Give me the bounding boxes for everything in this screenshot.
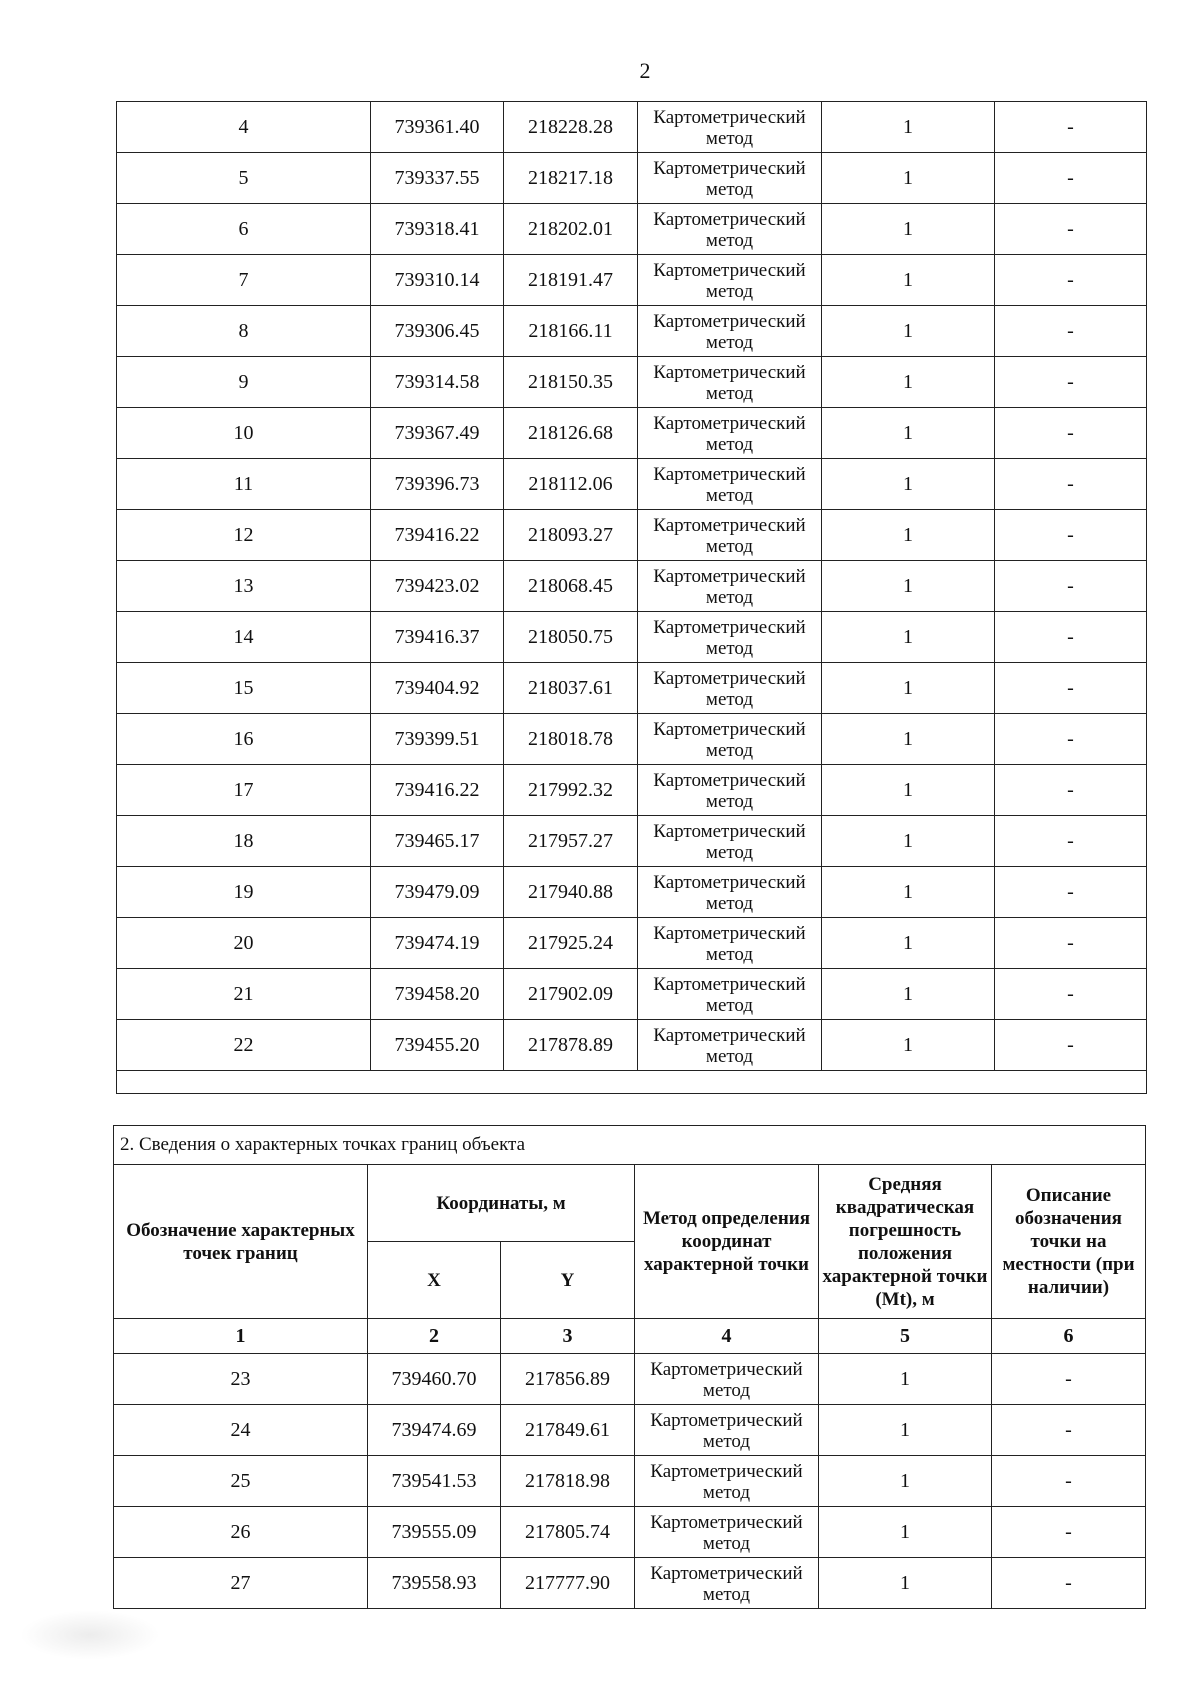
cell-point: 12 bbox=[117, 510, 371, 561]
cell-method: Картометрический метод bbox=[635, 1507, 819, 1558]
cell-x: 739474.19 bbox=[371, 918, 504, 969]
header-coords: Координаты, м bbox=[368, 1165, 635, 1242]
cell-mt: 1 bbox=[819, 1405, 992, 1456]
cell-x: 739455.20 bbox=[371, 1020, 504, 1071]
cell-description: - bbox=[995, 816, 1147, 867]
cell-y: 217849.61 bbox=[501, 1405, 635, 1456]
cell-description: - bbox=[992, 1405, 1146, 1456]
cell-description: - bbox=[995, 408, 1147, 459]
cell-method: Картометрический метод bbox=[638, 1020, 822, 1071]
cell-mt: 1 bbox=[822, 765, 995, 816]
table-row bbox=[117, 153, 1147, 204]
cell-point: 26 bbox=[114, 1507, 368, 1558]
cell-y: 218228.28 bbox=[504, 102, 638, 153]
table-row bbox=[117, 714, 1147, 765]
table-row bbox=[114, 1456, 1146, 1507]
boundary-points-table bbox=[113, 1125, 1146, 1609]
cell-x: 739541.53 bbox=[368, 1456, 501, 1507]
cell-y: 217777.90 bbox=[501, 1558, 635, 1609]
cell-mt: 1 bbox=[822, 612, 995, 663]
cell-y: 218093.27 bbox=[504, 510, 638, 561]
cell-mt: 1 bbox=[819, 1558, 992, 1609]
table-row bbox=[117, 612, 1147, 663]
cell-y: 218202.01 bbox=[504, 204, 638, 255]
cell-mt: 1 bbox=[822, 969, 995, 1020]
cell-method: Картометрический метод bbox=[635, 1456, 819, 1507]
header-method: Метод определения координат характерной точки bbox=[635, 1165, 819, 1319]
cell-mt: 1 bbox=[822, 816, 995, 867]
cell-description: - bbox=[995, 102, 1147, 153]
page-number: 2 bbox=[639, 58, 651, 83]
cell-description: - bbox=[995, 969, 1147, 1020]
cell-x: 739404.92 bbox=[371, 663, 504, 714]
cell-y: 217940.88 bbox=[504, 867, 638, 918]
header-mt: Средняя квадратическая погрешность положения характерной точки (Mt), м bbox=[819, 1165, 992, 1319]
cell-mt: 1 bbox=[822, 1020, 995, 1071]
cell-description: - bbox=[995, 357, 1147, 408]
cell-mt: 1 bbox=[822, 510, 995, 561]
cell-method: Картометрический метод bbox=[635, 1354, 819, 1405]
cell-point: 10 bbox=[117, 408, 371, 459]
cell-mt: 1 bbox=[819, 1354, 992, 1405]
column-number: 1 bbox=[114, 1319, 368, 1354]
table-row bbox=[117, 1020, 1147, 1071]
cell-method: Картометрический метод bbox=[638, 255, 822, 306]
cell-y: 217805.74 bbox=[501, 1507, 635, 1558]
cell-x: 739314.58 bbox=[371, 357, 504, 408]
cell-description: - bbox=[992, 1507, 1146, 1558]
cell-mt: 1 bbox=[822, 714, 995, 765]
cell-method: Картометрический метод bbox=[638, 357, 822, 408]
table-row bbox=[117, 357, 1147, 408]
cell-description: - bbox=[995, 510, 1147, 561]
table-row bbox=[117, 918, 1147, 969]
table-row bbox=[117, 765, 1147, 816]
table-row bbox=[117, 969, 1147, 1020]
cell-description: - bbox=[992, 1354, 1146, 1405]
cell-description: - bbox=[995, 561, 1147, 612]
table-body bbox=[114, 1126, 1146, 1609]
table-row bbox=[117, 204, 1147, 255]
cell-method: Картометрический метод bbox=[638, 153, 822, 204]
column-numbers-row bbox=[114, 1319, 1146, 1354]
table-row bbox=[117, 510, 1147, 561]
cell-x: 739479.09 bbox=[371, 867, 504, 918]
cell-mt: 1 bbox=[819, 1456, 992, 1507]
cell-mt: 1 bbox=[822, 102, 995, 153]
cell-method: Картометрический метод bbox=[638, 918, 822, 969]
cell-x: 739399.51 bbox=[371, 714, 504, 765]
table-row bbox=[114, 1405, 1146, 1456]
cell-mt: 1 bbox=[822, 867, 995, 918]
cell-point: 16 bbox=[117, 714, 371, 765]
cell-description: - bbox=[995, 153, 1147, 204]
cell-x: 739306.45 bbox=[371, 306, 504, 357]
cell-mt: 1 bbox=[822, 561, 995, 612]
cell-method: Картометрический метод bbox=[635, 1558, 819, 1609]
cell-y: 217878.89 bbox=[504, 1020, 638, 1071]
cell-y: 217856.89 bbox=[501, 1354, 635, 1405]
cell-x: 739416.22 bbox=[371, 510, 504, 561]
cell-mt: 1 bbox=[822, 918, 995, 969]
cell-description: - bbox=[995, 459, 1147, 510]
cell-mt: 1 bbox=[822, 663, 995, 714]
cell-y: 217925.24 bbox=[504, 918, 638, 969]
cell-point: 24 bbox=[114, 1405, 368, 1456]
cell-x: 739310.14 bbox=[371, 255, 504, 306]
cell-x: 739460.70 bbox=[368, 1354, 501, 1405]
cell-description: - bbox=[995, 306, 1147, 357]
cell-mt: 1 bbox=[822, 153, 995, 204]
cell-y: 217902.09 bbox=[504, 969, 638, 1020]
cell-x: 739416.22 bbox=[371, 765, 504, 816]
caption-row bbox=[114, 1126, 1146, 1165]
table-row bbox=[114, 1354, 1146, 1405]
cell-description: - bbox=[995, 714, 1147, 765]
cell-x: 739474.69 bbox=[368, 1405, 501, 1456]
column-number: 5 bbox=[819, 1319, 992, 1354]
cell-method: Картометрический метод bbox=[638, 561, 822, 612]
cell-point: 23 bbox=[114, 1354, 368, 1405]
cell-method: Картометрический метод bbox=[638, 714, 822, 765]
cell-description: - bbox=[992, 1558, 1146, 1609]
cell-point: 7 bbox=[117, 255, 371, 306]
table-body bbox=[117, 102, 1147, 1094]
table-row bbox=[114, 1558, 1146, 1609]
cell-method: Картометрический метод bbox=[638, 612, 822, 663]
cell-method: Картометрический метод bbox=[638, 408, 822, 459]
cell-y: 218126.68 bbox=[504, 408, 638, 459]
header-x: X bbox=[368, 1242, 501, 1319]
cell-point: 25 bbox=[114, 1456, 368, 1507]
table-row bbox=[114, 1507, 1146, 1558]
table-row bbox=[117, 561, 1147, 612]
cell-mt: 1 bbox=[822, 459, 995, 510]
cell-mt: 1 bbox=[822, 204, 995, 255]
cell-mt: 1 bbox=[822, 357, 995, 408]
empty-cell bbox=[117, 1071, 1147, 1094]
table-row bbox=[117, 663, 1147, 714]
cell-y: 218191.47 bbox=[504, 255, 638, 306]
cell-description: - bbox=[995, 204, 1147, 255]
column-number: 6 bbox=[992, 1319, 1146, 1354]
table-row bbox=[117, 867, 1147, 918]
table-row bbox=[117, 102, 1147, 153]
cell-x: 739367.49 bbox=[371, 408, 504, 459]
cell-description: - bbox=[995, 255, 1147, 306]
cell-y: 217957.27 bbox=[504, 816, 638, 867]
cell-y: 218166.11 bbox=[504, 306, 638, 357]
cell-description: - bbox=[995, 612, 1147, 663]
coordinates-table-continued bbox=[116, 101, 1147, 1094]
cell-point: 19 bbox=[117, 867, 371, 918]
cell-description: - bbox=[995, 765, 1147, 816]
cell-y: 218068.45 bbox=[504, 561, 638, 612]
cell-method: Картометрический метод bbox=[638, 867, 822, 918]
header-row bbox=[114, 1165, 1146, 1242]
cell-y: 218037.61 bbox=[504, 663, 638, 714]
cell-point: 8 bbox=[117, 306, 371, 357]
empty-row bbox=[117, 1071, 1147, 1094]
table-row bbox=[117, 306, 1147, 357]
cell-x: 739465.17 bbox=[371, 816, 504, 867]
cell-y: 218150.35 bbox=[504, 357, 638, 408]
header-y: Y bbox=[501, 1242, 635, 1319]
table-row bbox=[117, 459, 1147, 510]
cell-y: 218217.18 bbox=[504, 153, 638, 204]
cell-description: - bbox=[995, 1020, 1147, 1071]
cell-y: 217818.98 bbox=[501, 1456, 635, 1507]
cell-method: Картометрический метод bbox=[635, 1405, 819, 1456]
cell-x: 739337.55 bbox=[371, 153, 504, 204]
cell-point: 9 bbox=[117, 357, 371, 408]
cell-point: 17 bbox=[117, 765, 371, 816]
scan-stain bbox=[20, 1610, 160, 1660]
cell-method: Картометрический метод bbox=[638, 816, 822, 867]
table-row bbox=[117, 408, 1147, 459]
cell-method: Картометрический метод bbox=[638, 204, 822, 255]
cell-point: 4 bbox=[117, 102, 371, 153]
cell-y: 218112.06 bbox=[504, 459, 638, 510]
cell-point: 6 bbox=[117, 204, 371, 255]
header-point: Обозначение характерных точек границ bbox=[114, 1165, 368, 1319]
cell-description: - bbox=[992, 1456, 1146, 1507]
column-number: 3 bbox=[501, 1319, 635, 1354]
cell-point: 18 bbox=[117, 816, 371, 867]
cell-x: 739458.20 bbox=[371, 969, 504, 1020]
cell-y: 217992.32 bbox=[504, 765, 638, 816]
table-caption: 2. Сведения о характерных точках границ объекта bbox=[114, 1126, 1146, 1165]
cell-method: Картометрический метод bbox=[638, 663, 822, 714]
cell-y: 218050.75 bbox=[504, 612, 638, 663]
cell-mt: 1 bbox=[822, 255, 995, 306]
cell-point: 11 bbox=[117, 459, 371, 510]
table-row bbox=[117, 255, 1147, 306]
cell-x: 739318.41 bbox=[371, 204, 504, 255]
cell-y: 218018.78 bbox=[504, 714, 638, 765]
cell-description: - bbox=[995, 918, 1147, 969]
cell-x: 739558.93 bbox=[368, 1558, 501, 1609]
cell-mt: 1 bbox=[822, 306, 995, 357]
cell-point: 14 bbox=[117, 612, 371, 663]
cell-description: - bbox=[995, 663, 1147, 714]
column-number: 4 bbox=[635, 1319, 819, 1354]
cell-point: 22 bbox=[117, 1020, 371, 1071]
cell-method: Картометрический метод bbox=[638, 969, 822, 1020]
cell-point: 15 bbox=[117, 663, 371, 714]
cell-description: - bbox=[995, 867, 1147, 918]
cell-mt: 1 bbox=[822, 408, 995, 459]
cell-method: Картометрический метод bbox=[638, 459, 822, 510]
cell-point: 20 bbox=[117, 918, 371, 969]
cell-point: 13 bbox=[117, 561, 371, 612]
cell-method: Картометрический метод bbox=[638, 765, 822, 816]
cell-x: 739416.37 bbox=[371, 612, 504, 663]
cell-x: 739423.02 bbox=[371, 561, 504, 612]
cell-x: 739555.09 bbox=[368, 1507, 501, 1558]
cell-mt: 1 bbox=[819, 1507, 992, 1558]
column-number: 2 bbox=[368, 1319, 501, 1354]
cell-method: Картометрический метод bbox=[638, 102, 822, 153]
cell-point: 27 bbox=[114, 1558, 368, 1609]
cell-method: Картометрический метод bbox=[638, 510, 822, 561]
cell-x: 739396.73 bbox=[371, 459, 504, 510]
header-description: Описание обозначения точки на местности (при наличии) bbox=[992, 1165, 1146, 1319]
cell-x: 739361.40 bbox=[371, 102, 504, 153]
cell-point: 5 bbox=[117, 153, 371, 204]
table-row bbox=[117, 816, 1147, 867]
cell-method: Картометрический метод bbox=[638, 306, 822, 357]
cell-point: 21 bbox=[117, 969, 371, 1020]
